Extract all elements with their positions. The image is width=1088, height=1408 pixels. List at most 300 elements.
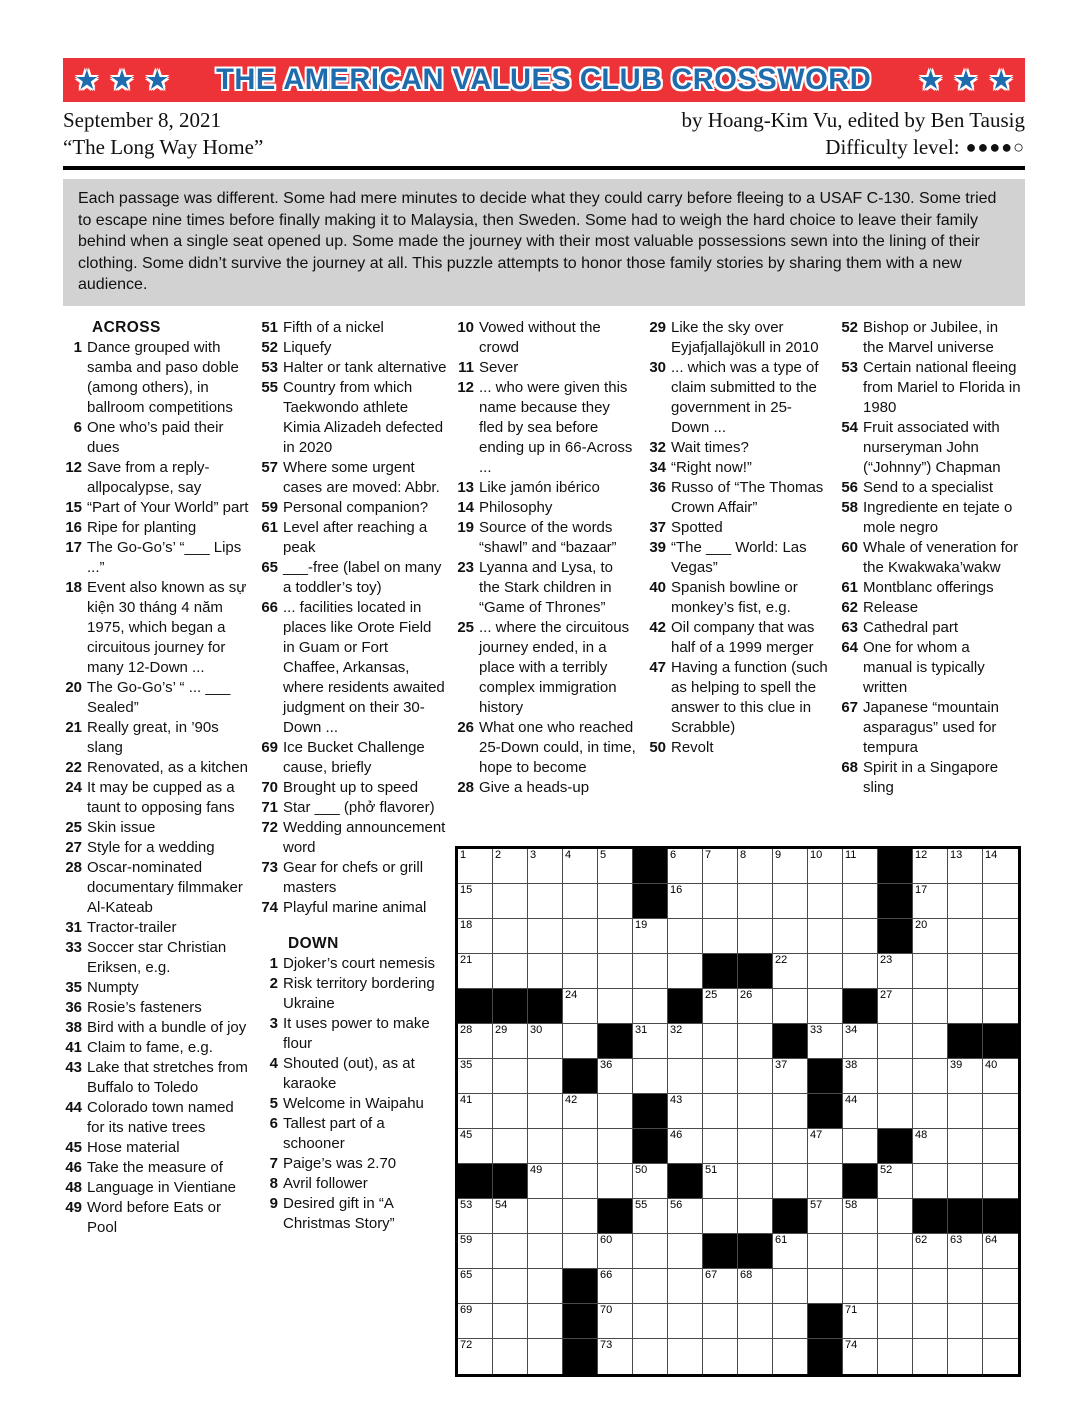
grid-cell[interactable] bbox=[528, 1059, 563, 1094]
grid-cell[interactable] bbox=[948, 1164, 983, 1199]
grid-cell[interactable] bbox=[493, 1234, 528, 1269]
grid-cell[interactable] bbox=[528, 1164, 563, 1199]
grid-cell[interactable] bbox=[738, 1164, 773, 1199]
grid-cell[interactable] bbox=[738, 1094, 773, 1129]
clue-text: Halter or tank alternative bbox=[283, 358, 447, 376]
grid-cell-black bbox=[738, 954, 773, 989]
grid-cell-black bbox=[563, 1059, 598, 1094]
clue-number: 38 bbox=[65, 1018, 82, 1036]
grid-cell[interactable] bbox=[633, 1164, 668, 1199]
grid-cell[interactable] bbox=[878, 1094, 913, 1129]
grid-cell[interactable] bbox=[458, 1024, 493, 1059]
grid-cell[interactable] bbox=[843, 1024, 878, 1059]
grid-cell[interactable] bbox=[598, 1339, 633, 1374]
grid-cell[interactable] bbox=[773, 1129, 808, 1164]
grid-cell-number: 44 bbox=[845, 1093, 858, 1106]
clue-column-1 bbox=[63, 318, 251, 1238]
grid-cell[interactable] bbox=[563, 954, 598, 989]
grid-cell[interactable] bbox=[983, 1339, 1018, 1374]
grid-cell[interactable] bbox=[913, 1059, 948, 1094]
clue-column-4 bbox=[647, 318, 829, 846]
grid-cell[interactable] bbox=[528, 1339, 563, 1374]
clue-number: 22 bbox=[65, 758, 82, 776]
grid-cell[interactable] bbox=[528, 1024, 563, 1059]
grid-cell-black bbox=[808, 1059, 843, 1094]
grid-cell-black bbox=[493, 1164, 528, 1199]
grid-cell[interactable] bbox=[878, 989, 913, 1024]
grid-cell[interactable] bbox=[948, 1269, 983, 1304]
grid-cell[interactable] bbox=[633, 1269, 668, 1304]
grid-cell-number: 5 bbox=[600, 848, 607, 861]
grid-cell[interactable] bbox=[843, 1304, 878, 1339]
grid-cell[interactable] bbox=[913, 849, 948, 884]
grid-cell[interactable] bbox=[773, 1234, 808, 1269]
clue-text: Cathedral part bbox=[863, 618, 959, 636]
grid-cell[interactable] bbox=[773, 1059, 808, 1094]
grid-cell[interactable] bbox=[948, 1339, 983, 1374]
grid-cell[interactable] bbox=[493, 919, 528, 954]
grid-cell[interactable] bbox=[843, 954, 878, 989]
puzzle-header bbox=[63, 107, 1025, 161]
clue-number: 69 bbox=[261, 738, 278, 756]
grid-cell-black bbox=[598, 1199, 633, 1234]
grid-cell[interactable] bbox=[668, 1339, 703, 1374]
grid-cell[interactable] bbox=[913, 954, 948, 989]
clue-item bbox=[63, 938, 251, 978]
grid-cell[interactable] bbox=[738, 1059, 773, 1094]
grid-cell[interactable] bbox=[598, 1129, 633, 1164]
grid-cell[interactable] bbox=[563, 989, 598, 1024]
grid-cell[interactable] bbox=[563, 884, 598, 919]
grid-cell[interactable] bbox=[633, 919, 668, 954]
grid-cell[interactable] bbox=[773, 1094, 808, 1129]
grid-cell[interactable] bbox=[983, 1304, 1018, 1339]
crossword-grid bbox=[455, 846, 1021, 1377]
grid-cell[interactable] bbox=[843, 884, 878, 919]
grid-cell[interactable] bbox=[913, 1129, 948, 1164]
grid-cell[interactable] bbox=[668, 1024, 703, 1059]
grid-cell[interactable] bbox=[493, 849, 528, 884]
grid-cell[interactable] bbox=[808, 849, 843, 884]
grid-cell[interactable] bbox=[668, 884, 703, 919]
grid-cell[interactable] bbox=[878, 1199, 913, 1234]
grid-cell[interactable] bbox=[493, 1024, 528, 1059]
grid-cell[interactable] bbox=[458, 1304, 493, 1339]
grid-cell-black bbox=[458, 1164, 493, 1199]
clue-text: Japanese “mountain asparagus” used for tempura bbox=[863, 698, 999, 756]
grid-cell[interactable] bbox=[913, 1024, 948, 1059]
grid-cell-black bbox=[528, 989, 563, 1024]
grid-cell[interactable] bbox=[878, 1339, 913, 1374]
grid-cell[interactable] bbox=[668, 1234, 703, 1269]
grid-cell[interactable] bbox=[843, 849, 878, 884]
grid-cell[interactable] bbox=[598, 1269, 633, 1304]
clue-number: 11 bbox=[458, 358, 474, 376]
grid-cell[interactable] bbox=[773, 1269, 808, 1304]
clue-item bbox=[259, 498, 447, 518]
grid-cell[interactable] bbox=[493, 954, 528, 989]
grid-cell-black bbox=[703, 954, 738, 989]
grid-cell[interactable] bbox=[668, 954, 703, 989]
clue-item bbox=[259, 1194, 447, 1234]
grid-cell[interactable] bbox=[493, 1199, 528, 1234]
clue-number: 45 bbox=[65, 1138, 82, 1156]
grid-cell[interactable] bbox=[458, 1339, 493, 1374]
clue-number: 37 bbox=[649, 518, 666, 536]
grid-cell[interactable] bbox=[563, 1164, 598, 1199]
grid-cell-black bbox=[458, 989, 493, 1024]
grid-cell[interactable] bbox=[458, 919, 493, 954]
clue-item bbox=[839, 598, 1021, 618]
clue-item bbox=[259, 858, 447, 898]
grid-cell[interactable] bbox=[738, 989, 773, 1024]
grid-cell[interactable] bbox=[493, 1094, 528, 1129]
grid-cell[interactable] bbox=[913, 1094, 948, 1129]
grid-cell[interactable] bbox=[598, 849, 633, 884]
clue-number: 47 bbox=[649, 658, 666, 676]
grid-cell[interactable] bbox=[843, 1094, 878, 1129]
grid-cell[interactable] bbox=[633, 1024, 668, 1059]
grid-cell[interactable] bbox=[913, 1304, 948, 1339]
grid-cell[interactable] bbox=[528, 1269, 563, 1304]
clue-item bbox=[647, 358, 829, 438]
grid-cell[interactable] bbox=[773, 954, 808, 989]
grid-cell[interactable] bbox=[668, 1269, 703, 1304]
grid-cell[interactable] bbox=[703, 1304, 738, 1339]
grid-cell[interactable] bbox=[948, 1304, 983, 1339]
clue-number: 62 bbox=[841, 598, 858, 616]
grid-cell[interactable] bbox=[738, 1199, 773, 1234]
grid-cell[interactable] bbox=[773, 919, 808, 954]
grid-cell[interactable] bbox=[528, 849, 563, 884]
clue-number: 16 bbox=[65, 518, 82, 536]
grid-cell[interactable] bbox=[808, 1269, 843, 1304]
grid-cell[interactable] bbox=[843, 919, 878, 954]
clue-number: 2 bbox=[269, 974, 278, 992]
grid-cell-black bbox=[808, 1339, 843, 1374]
grid-cell[interactable] bbox=[983, 989, 1018, 1024]
grid-cell[interactable] bbox=[843, 1059, 878, 1094]
clue-item bbox=[259, 974, 447, 1014]
grid-cell[interactable] bbox=[563, 1094, 598, 1129]
grid-cell[interactable] bbox=[983, 884, 1018, 919]
clue-text: ... which was a type of claim submitted to the government in 25-Down ... bbox=[671, 358, 819, 436]
grid-cell-number: 65 bbox=[460, 1268, 473, 1281]
clue-text: ... where the circuitous journey ended, in a place with a terribly complex immigration history bbox=[479, 618, 630, 716]
grid-cell[interactable] bbox=[563, 1199, 598, 1234]
grid-cell[interactable] bbox=[808, 884, 843, 919]
grid-cell-number: 27 bbox=[880, 988, 893, 1001]
clue-number: 52 bbox=[261, 338, 278, 356]
clue-item bbox=[63, 338, 251, 418]
grid-cell[interactable] bbox=[668, 1094, 703, 1129]
grid-cell[interactable] bbox=[773, 884, 808, 919]
clue-number: 58 bbox=[841, 498, 858, 516]
grid-cell[interactable] bbox=[808, 1199, 843, 1234]
grid-cell[interactable] bbox=[563, 1129, 598, 1164]
grid-cell[interactable] bbox=[668, 1199, 703, 1234]
grid-cell[interactable] bbox=[773, 1304, 808, 1339]
grid-cell[interactable] bbox=[913, 884, 948, 919]
grid-cell[interactable] bbox=[458, 1059, 493, 1094]
grid-cell[interactable] bbox=[528, 1304, 563, 1339]
grid-cell[interactable] bbox=[633, 1199, 668, 1234]
grid-cell-number: 15 bbox=[460, 883, 473, 896]
right-block bbox=[455, 318, 1025, 1377]
grid-cell-black bbox=[703, 1234, 738, 1269]
grid-cell[interactable] bbox=[528, 1129, 563, 1164]
clue-text: Like jamón ibérico bbox=[479, 478, 600, 496]
clue-item bbox=[839, 538, 1021, 578]
difficulty-dots: ●●●●○ bbox=[965, 137, 1025, 157]
grid-cell[interactable] bbox=[983, 919, 1018, 954]
clue-text: Star ___ (phở flavorer) bbox=[283, 798, 435, 816]
grid-cell[interactable] bbox=[598, 954, 633, 989]
clue-text: Gear for chefs or grill masters bbox=[283, 858, 424, 896]
grid-cell[interactable] bbox=[458, 1129, 493, 1164]
clue-number: 60 bbox=[841, 538, 858, 556]
grid-cell[interactable] bbox=[913, 919, 948, 954]
grid-cell[interactable] bbox=[668, 919, 703, 954]
grid-cell-number: 36 bbox=[600, 1058, 613, 1071]
grid-cell[interactable] bbox=[703, 1129, 738, 1164]
grid-cell[interactable] bbox=[703, 1024, 738, 1059]
grid-cell[interactable] bbox=[528, 954, 563, 989]
clue-text: Risk territory bordering Ukraine bbox=[283, 974, 435, 1012]
grid-cell[interactable] bbox=[878, 1304, 913, 1339]
grid-cell[interactable] bbox=[668, 1059, 703, 1094]
byline: by Hoang-Kim Vu, edited by Ben Tausig bbox=[681, 108, 1025, 132]
clue-number: 28 bbox=[65, 858, 82, 876]
grid-cell[interactable] bbox=[948, 1094, 983, 1129]
grid-cell[interactable] bbox=[983, 849, 1018, 884]
grid-cell-number: 37 bbox=[775, 1058, 788, 1071]
grid-cell-number: 25 bbox=[705, 988, 718, 1001]
grid-cell[interactable] bbox=[878, 1234, 913, 1269]
grid-cell[interactable] bbox=[598, 1059, 633, 1094]
grid-cell[interactable] bbox=[843, 1339, 878, 1374]
clue-item bbox=[63, 718, 251, 758]
clue-item bbox=[63, 918, 251, 938]
grid-cell[interactable] bbox=[458, 849, 493, 884]
stars-left-icon: ★★★ bbox=[74, 64, 181, 95]
clue-number: 30 bbox=[649, 358, 666, 376]
grid-cell[interactable] bbox=[633, 1059, 668, 1094]
clue-item bbox=[647, 578, 829, 618]
grid-cell[interactable] bbox=[703, 884, 738, 919]
grid-cell[interactable] bbox=[738, 1129, 773, 1164]
grid-cell[interactable] bbox=[703, 919, 738, 954]
grid-cell[interactable] bbox=[808, 989, 843, 1024]
clue-column-2 bbox=[259, 318, 447, 1234]
grid-cell[interactable] bbox=[948, 954, 983, 989]
grid-cell[interactable] bbox=[563, 919, 598, 954]
grid-cell[interactable] bbox=[703, 989, 738, 1024]
grid-cell[interactable] bbox=[493, 884, 528, 919]
grid-cell[interactable] bbox=[703, 1059, 738, 1094]
grid-cell[interactable] bbox=[633, 1339, 668, 1374]
clue-item bbox=[63, 678, 251, 718]
grid-cell-number: 10 bbox=[810, 848, 823, 861]
grid-cell[interactable] bbox=[703, 1094, 738, 1129]
grid-cell[interactable] bbox=[528, 1094, 563, 1129]
grid-cell[interactable] bbox=[493, 1129, 528, 1164]
clue-text: Colorado town named for its native trees bbox=[87, 1098, 234, 1136]
grid-cell[interactable] bbox=[843, 1199, 878, 1234]
grid-cell[interactable] bbox=[983, 1059, 1018, 1094]
grid-cell[interactable] bbox=[808, 1164, 843, 1199]
grid-cell[interactable] bbox=[703, 1339, 738, 1374]
clue-item bbox=[63, 578, 251, 678]
grid-cell[interactable] bbox=[773, 1164, 808, 1199]
grid-cell[interactable] bbox=[738, 1024, 773, 1059]
grid-cell[interactable] bbox=[878, 1269, 913, 1304]
grid-cell[interactable] bbox=[598, 1234, 633, 1269]
grid-cell[interactable] bbox=[598, 884, 633, 919]
grid-cell-number: 29 bbox=[495, 1023, 508, 1036]
clue-number: 61 bbox=[261, 518, 278, 536]
grid-cell[interactable] bbox=[493, 1059, 528, 1094]
clue-text: One who’s paid their dues bbox=[87, 418, 224, 456]
clue-text: Wedding announcement word bbox=[283, 818, 446, 856]
grid-cell[interactable] bbox=[668, 1304, 703, 1339]
grid-cell[interactable] bbox=[948, 989, 983, 1024]
clue-text: Playful marine animal bbox=[283, 898, 427, 916]
grid-cell[interactable] bbox=[738, 884, 773, 919]
grid-cell[interactable] bbox=[703, 1199, 738, 1234]
grid-cell-number: 68 bbox=[740, 1268, 753, 1281]
grid-cell[interactable] bbox=[633, 1304, 668, 1339]
grid-cell[interactable] bbox=[458, 1234, 493, 1269]
grid-cell[interactable] bbox=[528, 884, 563, 919]
grid-cell[interactable] bbox=[808, 1234, 843, 1269]
grid-cell[interactable] bbox=[668, 1129, 703, 1164]
clue-text: Having a function (such as helping to spell the answer to this clue in Scrabble) bbox=[671, 658, 828, 736]
grid-cell[interactable] bbox=[633, 954, 668, 989]
grid-cell-black bbox=[563, 1304, 598, 1339]
grid-cell[interactable] bbox=[598, 1304, 633, 1339]
grid-cell[interactable] bbox=[703, 1164, 738, 1199]
grid-cell[interactable] bbox=[528, 1199, 563, 1234]
clue-number: 3 bbox=[269, 1014, 278, 1032]
grid-cell[interactable] bbox=[983, 1269, 1018, 1304]
grid-cell[interactable] bbox=[738, 1269, 773, 1304]
grid-cell[interactable] bbox=[738, 1304, 773, 1339]
grid-cell[interactable] bbox=[983, 1094, 1018, 1129]
clue-item bbox=[839, 318, 1021, 358]
grid-cell[interactable] bbox=[493, 1269, 528, 1304]
clue-item bbox=[63, 1138, 251, 1158]
grid-cell-number: 53 bbox=[460, 1198, 473, 1211]
grid-cell[interactable] bbox=[458, 1269, 493, 1304]
grid-cell[interactable] bbox=[458, 1094, 493, 1129]
grid-cell[interactable] bbox=[843, 1234, 878, 1269]
grid-cell[interactable] bbox=[948, 849, 983, 884]
clue-text: “The ___ World: Las Vegas” bbox=[671, 538, 807, 576]
clue-text: Really great, in ’90s slang bbox=[87, 718, 219, 756]
grid-cell[interactable] bbox=[948, 1059, 983, 1094]
grid-cell[interactable] bbox=[878, 1059, 913, 1094]
grid-cell[interactable] bbox=[598, 919, 633, 954]
grid-cell[interactable] bbox=[633, 1234, 668, 1269]
grid-cell[interactable] bbox=[528, 1234, 563, 1269]
grid-cell[interactable] bbox=[913, 1234, 948, 1269]
grid-cell[interactable] bbox=[703, 849, 738, 884]
double-rule bbox=[63, 166, 1025, 170]
grid-cell[interactable] bbox=[983, 1234, 1018, 1269]
grid-cell[interactable] bbox=[703, 1269, 738, 1304]
grid-cell[interactable] bbox=[633, 989, 668, 1024]
grid-cell-number: 13 bbox=[950, 848, 963, 861]
grid-cell[interactable] bbox=[773, 989, 808, 1024]
grid-cell[interactable] bbox=[458, 1199, 493, 1234]
grid-cell[interactable] bbox=[773, 849, 808, 884]
grid-cell[interactable] bbox=[948, 884, 983, 919]
grid-cell-black bbox=[913, 1199, 948, 1234]
grid-cell-number: 42 bbox=[565, 1093, 578, 1106]
grid-cell[interactable] bbox=[983, 1164, 1018, 1199]
grid-cell[interactable] bbox=[563, 1024, 598, 1059]
clue-item bbox=[839, 698, 1021, 758]
grid-cell[interactable] bbox=[808, 1024, 843, 1059]
clue-text: ... who were given this name because they fled by sea before ending up in 66-Across ... bbox=[479, 378, 633, 476]
grid-cell[interactable] bbox=[563, 849, 598, 884]
grid-cell[interactable] bbox=[878, 1164, 913, 1199]
grid-cell[interactable] bbox=[913, 989, 948, 1024]
clue-item bbox=[63, 498, 251, 518]
clue-text: It uses power to make flour bbox=[283, 1014, 430, 1052]
grid-cell[interactable] bbox=[983, 954, 1018, 989]
grid-cell-number: 64 bbox=[985, 1233, 998, 1246]
grid-cell[interactable] bbox=[598, 1094, 633, 1129]
grid-cell[interactable] bbox=[598, 989, 633, 1024]
grid-cell[interactable] bbox=[808, 919, 843, 954]
grid-cell[interactable] bbox=[458, 954, 493, 989]
grid-cell[interactable] bbox=[983, 1129, 1018, 1164]
grid-cell[interactable] bbox=[808, 1129, 843, 1164]
grid-cell[interactable] bbox=[843, 1269, 878, 1304]
clue-number: 72 bbox=[261, 818, 278, 836]
grid-cell[interactable] bbox=[948, 1234, 983, 1269]
grid-cell[interactable] bbox=[948, 919, 983, 954]
grid-cell[interactable] bbox=[948, 1129, 983, 1164]
grid-cell[interactable] bbox=[878, 954, 913, 989]
clue-number: 36 bbox=[649, 478, 666, 496]
grid-cell[interactable] bbox=[458, 884, 493, 919]
grid-cell[interactable] bbox=[668, 849, 703, 884]
grid-cell[interactable] bbox=[738, 849, 773, 884]
grid-cell[interactable] bbox=[528, 919, 563, 954]
grid-cell-number: 51 bbox=[705, 1163, 718, 1176]
grid-cell[interactable] bbox=[563, 1234, 598, 1269]
grid-cell[interactable] bbox=[878, 1024, 913, 1059]
grid-cell[interactable] bbox=[913, 1339, 948, 1374]
grid-cell[interactable] bbox=[913, 1269, 948, 1304]
grid-cell[interactable] bbox=[738, 919, 773, 954]
grid-cell[interactable] bbox=[808, 954, 843, 989]
grid-cell-black bbox=[983, 1199, 1018, 1234]
clue-number: 23 bbox=[457, 558, 474, 576]
grid-cell[interactable] bbox=[773, 1339, 808, 1374]
grid-cell[interactable] bbox=[913, 1164, 948, 1199]
grid-cell[interactable] bbox=[598, 1164, 633, 1199]
grid-cell[interactable] bbox=[493, 1304, 528, 1339]
grid-cell[interactable] bbox=[843, 1129, 878, 1164]
grid-cell[interactable] bbox=[738, 1339, 773, 1374]
clue-text: Spirit in a Singapore sling bbox=[863, 758, 999, 796]
clue-text: Brought up to speed bbox=[283, 778, 419, 796]
grid-cell[interactable] bbox=[493, 1339, 528, 1374]
